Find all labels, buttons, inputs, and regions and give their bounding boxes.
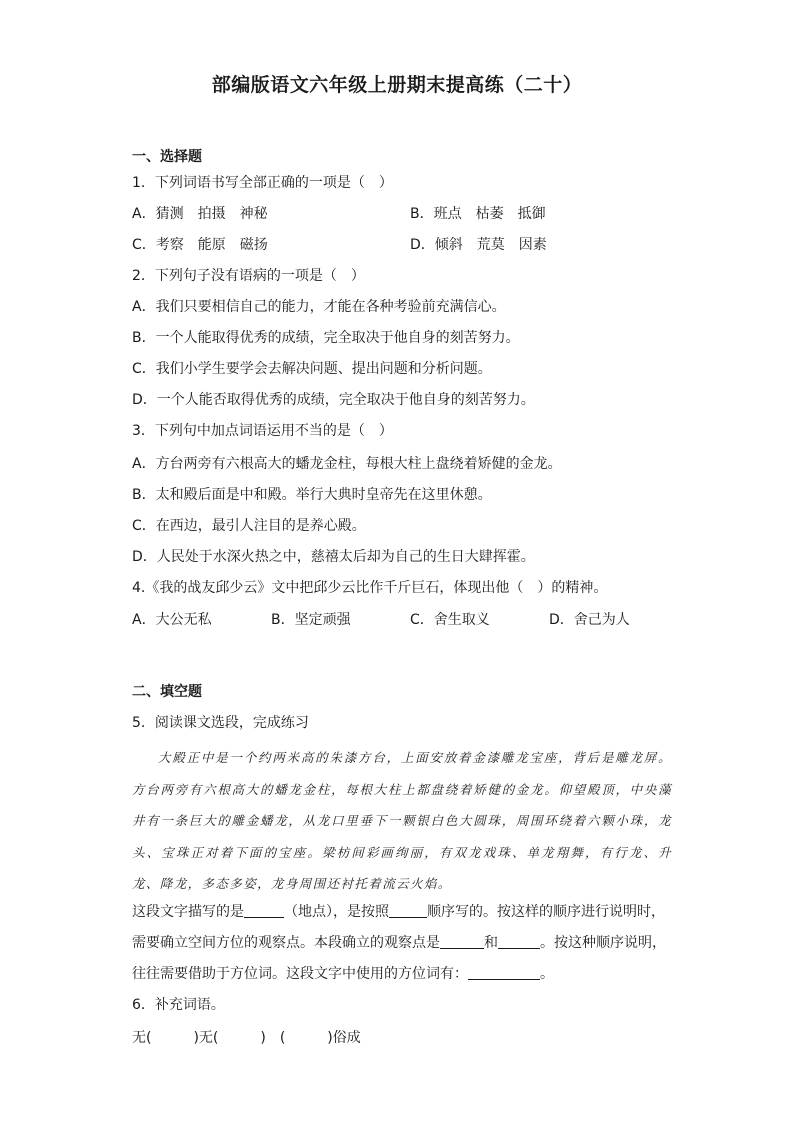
question-5-passage: 大殿正中是一个约两米高的朱漆方台，上面安放着金漆雕龙宝座，背后是雕龙屏。方台两旁有六根高大的蟠龙金柱，每根大柱上都盘绕着矫健的金龙。仰望殿顶，中央藻井有一条巨大的雕金蟠龙，从龙口里垂下一颗银白色大圆珠，周围环绕着六颗小珠，龙头、宝珠正对着下面的宝座。梁枋间彩画绚丽，有双龙戏珠、单龙翔舞，有行龙、升龙、降龙，多态多姿，龙身周围还衬托着流云火焰。 <box>132 750 672 891</box>
question-3-option-d: D．人民处于水深火热之中，慈禧太后却为自己的生日大肆挥霍。 <box>132 549 535 565</box>
question-3-option-a: A．方台两旁有六根高大的蟠龙金柱，每根大柱上盘绕着矫健的金龙。 <box>132 456 562 472</box>
blank-direction-words[interactable] <box>468 965 540 980</box>
line-1-text-c: 顺序写的。按这样的顺序进行说明时， <box>427 904 665 920</box>
question-4-stem: 4.《我的战友邱少云》文中把邱少云比作千斤巨石，体现出他（ ）的精神。 <box>132 580 608 596</box>
section-heading-fill: 二、填空题 <box>132 684 202 700</box>
question-1-option-c: C．考察 能原 磁扬 <box>132 237 268 253</box>
question-5-line-3 <box>132 963 554 983</box>
question-1-option-b: B．班点 枯萎 抵御 <box>410 206 546 222</box>
blank-order[interactable] <box>389 903 427 918</box>
question-3-option-b: B．太和殿后面是中和殿。举行大典时皇帝先在这里休憩。 <box>132 487 492 503</box>
line-3-text-b: 。 <box>540 966 554 982</box>
question-2-stem: 2．下列句子没有语病的一项是（ ） <box>132 268 365 284</box>
line-2-text-c: 。按这种顺序说明， <box>540 935 666 951</box>
blank-observation-point-1[interactable] <box>440 934 484 949</box>
question-3-option-c: C．在西边，最引人注目的是养心殿。 <box>132 518 366 534</box>
page-title: 部编版语文六年级上册期末提高练（二十） <box>211 74 583 96</box>
question-1-stem: 1．下列词语书写全部正确的一项是（ ） <box>132 175 393 191</box>
question-6-fill[interactable]: 无( )无( ) ( )俗成 <box>132 1030 361 1046</box>
question-2-option-b: B．一个人能取得优秀的成绩，完全取决于他自身的刻苦努力。 <box>132 330 520 346</box>
question-3-stem: 3．下列句中加点词语运用不当的是（ ） <box>132 423 393 439</box>
line-1-text-a: 这段文字描写的是 <box>132 904 244 920</box>
question-5-line-2 <box>132 932 666 952</box>
question-4-option-b: B．坚定顽强 <box>271 612 351 628</box>
question-1-option-a: A．猜测 拍摄 神秘 <box>132 206 268 222</box>
question-2-option-c: C．我们小学生要学会去解决问题、提出问题和分析问题。 <box>132 361 492 377</box>
line-1-text-b: （地点），是按照 <box>284 904 389 920</box>
line-2-text-a: 需要确立空间方位的观察点。本段确立的观察点是 <box>132 935 440 951</box>
blank-observation-point-2[interactable] <box>498 934 540 949</box>
question-2-option-a: A．我们只要相信自己的能力，才能在各种考验前充满信心。 <box>132 299 506 315</box>
blank-location[interactable] <box>244 903 284 918</box>
question-6-stem: 6．补充词语。 <box>132 997 225 1013</box>
line-3-text-a: 往往需要借助于方位词。这段文字中使用的方位词有： <box>132 966 468 982</box>
question-5-stem: 5．阅读课文选段，完成练习 <box>132 715 309 731</box>
question-2-option-d: D．一个人能否取得优秀的成绩，完全取决于他自身的刻苦努力。 <box>132 392 535 408</box>
section-heading-choice: 一、选择题 <box>132 149 202 165</box>
question-1-option-d: D．倾斜 荒莫 因素 <box>410 237 547 253</box>
question-4-option-c: C．舍生取义 <box>410 612 490 628</box>
question-5-line-1 <box>132 901 665 921</box>
line-2-text-b: 和 <box>484 935 498 951</box>
question-4-option-a: A．大公无私 <box>132 612 212 628</box>
question-4-option-d: D．舍己为人 <box>549 612 630 628</box>
